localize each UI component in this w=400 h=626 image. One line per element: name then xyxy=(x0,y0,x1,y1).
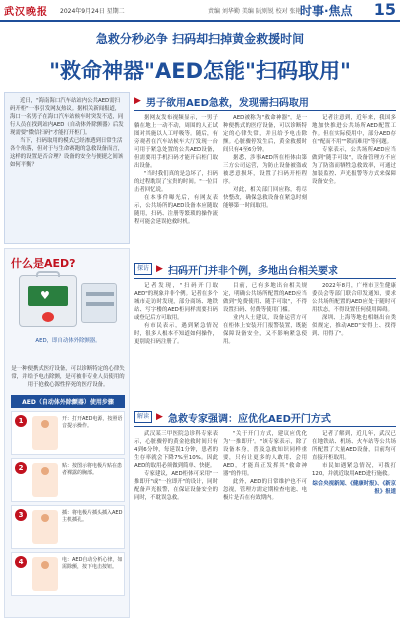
step-text: 贴：按图示将电极片贴在患者裸露的胸部。 xyxy=(62,463,123,476)
usage-steps-title: AED（自动体外除颤器）使用步骤 xyxy=(11,395,125,408)
step-text: 插：将电极片插头插入AED主机插孔。 xyxy=(62,510,123,523)
section-1-column-3 xyxy=(312,114,396,252)
person-icon xyxy=(32,463,58,497)
section-1-column-2 xyxy=(223,114,307,252)
headline-kicker: 急救分秒必争 扫码却扫掉黄金救援时间 xyxy=(95,32,305,46)
infographic-description: 是一种便携式医疗设备，可以诊断特定的心律失常，并给予电击除颤，是可被非专业人员使用的用于抢救心源性猝死的医疗设备。 xyxy=(11,366,125,388)
arrow-icon: ▶ xyxy=(156,264,163,274)
masthead xyxy=(0,0,400,22)
divider xyxy=(134,110,396,111)
person-icon xyxy=(32,557,58,591)
section-2-title: 扫码开门并非个例，多地出台相关要求 xyxy=(168,266,338,277)
issue-date: 2024年9月24日 星期二 xyxy=(60,8,125,15)
section-1-column-1 xyxy=(134,114,218,252)
section-3-tag: 解读 xyxy=(134,411,152,423)
aed-infographic xyxy=(4,248,130,618)
arrow-icon: ▶ xyxy=(156,412,163,422)
section-2-column-2 xyxy=(223,282,307,402)
body-paragraph: "当时我们真的是急坏了，扫码的过程耽误了宝贵的时间。"一位目击者回忆说。 xyxy=(134,171,218,193)
source-byline: 综合央视新闻、《健康时报》、《新京报》报道 xyxy=(312,481,396,495)
page-number: 15 xyxy=(373,0,396,19)
usage-step xyxy=(11,552,125,596)
usage-step xyxy=(11,411,125,455)
divider xyxy=(134,426,396,427)
arrow-icon: ▶ xyxy=(134,96,141,106)
paper-name: 武汉晚报 xyxy=(4,7,48,18)
section-2-header xyxy=(134,262,396,276)
body-paragraph: 专家表示，公共场所AED应当做到"随手可取"，设备管理方不应为了防盗而牺牲急救效率，可通过加装监控、声光报警等方式来保障设备安全。 xyxy=(312,147,396,185)
divider xyxy=(134,278,396,279)
intro-paragraph: 当下，扫码取用的模式已经渗透到日常生活各个角落，但对于与生命赛跑的急救设备而言，这样的设置是否合理？设备的安全与便捷之间该如何平衡？ xyxy=(10,138,124,168)
step-text: 开：打开AED电源，按照语音提示操作。 xyxy=(62,416,123,429)
shock-button-illustration xyxy=(42,312,54,322)
section-name: 时事·焦点 xyxy=(300,4,353,18)
section-3-column-2 xyxy=(223,430,307,620)
usage-steps xyxy=(11,411,125,599)
heart-icon: ♥ xyxy=(40,289,50,302)
infographic-caption: AED，即自动体外除颤器。 xyxy=(35,338,101,344)
body-paragraph: 记者了解到，近几年，武汉已在地铁站、机场、火车站等公共场所配置了大量AED设备，目前均可直接开柜取用。 xyxy=(312,431,396,461)
aed-device-illustration xyxy=(19,275,77,327)
pad-stripe xyxy=(86,302,114,306)
step-number: 3 xyxy=(15,509,27,521)
usage-step xyxy=(11,458,125,502)
body-paragraph: 市民如遇紧急情况，可拨打120，并就近取用AED进行施救。 xyxy=(312,463,396,477)
section-2-column-1 xyxy=(134,282,218,402)
electrode-pads-illustration xyxy=(81,283,117,323)
section-1-title: 男子欲用AED急救，发现需扫码取用 xyxy=(146,98,309,109)
body-paragraph: 2022年8月，广州市卫生健康委员会等部门联合印发通知，要求公共场所配置的AED应处于随时可用状态，不得设置任何使用障碍。 xyxy=(312,283,396,313)
body-paragraph: 此外，AED的日常维护也不可忽视，管理方需定期检查电池、电极片是否在有效期内。 xyxy=(223,479,307,501)
body-paragraph: 深圳、上海等地也相继出台类似规定，推动AED"安得上、找得到、用得了"。 xyxy=(312,315,396,337)
section-3-header xyxy=(134,410,396,424)
step-number: 4 xyxy=(15,556,27,568)
body-paragraph: 专家建议，AED柜体可采用"一推即开"或"一拉即开"的设计，同时配备声光报警，在保证设备安全的同时，不耽误急救。 xyxy=(134,471,218,501)
intro-box xyxy=(4,92,130,244)
aed-handle xyxy=(36,271,60,277)
section-2-tag: 探访 xyxy=(134,263,152,275)
section-1-header xyxy=(134,94,396,108)
usage-step xyxy=(11,505,125,549)
editor-credits: 责编 刘华勤 美编 阮则锐 校对 张艳 xyxy=(208,8,302,15)
body-paragraph: 据悉，涉事AED所在柜体由第三方公司运营，为防止设备被盗或被恶意损坏，设置了扫码开柜程序。 xyxy=(223,155,307,185)
body-paragraph: 有市民表示，遇到紧急情况时，很多人根本不知道如何操作，更别说扫码注册了。 xyxy=(134,323,218,345)
body-paragraph: 目前，已有多地出台相关规定，明确公共场所配置的AED应当做到"免费使用、随手可取"，不得设置扫码、付费等使用门槛。 xyxy=(223,283,307,313)
body-paragraph: 据网友发布视频显示，一男子躺在地上一动不动，周围的人正试图对其施以人工呼吸等。随后，有旁观者在汽车站候车大厅发现一台可用于紧急处置的公共AED设备，但需要用手机扫码才能开启柜门取出设备。 xyxy=(134,115,218,169)
step-number: 2 xyxy=(15,462,27,474)
section-2-column-3 xyxy=(312,282,396,402)
section-3-column-3 xyxy=(312,430,396,620)
body-paragraph: AED被称为"救命神器"，是一种便携式的医疗设备，可以诊断特定的心律失常，并且给予电击除颤。心脏骤停发生后，黄金救援时间只有4至6分钟。 xyxy=(223,115,307,153)
body-paragraph: 业内人士建议，设备运营方可在柜体上安装开门报警装置，既能保障设备安全，又不影响紧急使用。 xyxy=(223,315,307,345)
body-paragraph: 记者注意到，近年来，我国多地加快推进公共场所AED配置工作。但在实际使用中，部分AED存在"配而不用""锁而难用"等问题。 xyxy=(312,115,396,145)
main-headline: "救命神器"AED怎能"扫码取用" xyxy=(49,59,351,83)
intro-paragraph: 近日，"海南海口汽车站站内公共AED需扫码开柜"一事引发网友热议。据相关新闻报道，海口一名男子在海口汽车站候车时突发不适，同行人员在找到站内AED（自动体外除颤器）后发现需要"微信扫码"才能打开柜门。 xyxy=(10,98,124,136)
section-3-title: 急救专家强调：应优化AED开门方式 xyxy=(168,414,331,425)
body-paragraph: 在本事件曝光后，有网友表示，公共场所的AED设备本应随取随用，扫码、注册等繁琐的操作流程可能会延误抢救时机。 xyxy=(134,195,218,225)
step-text: 电：AED自动分析心律，如需除颤，按下电击按钮。 xyxy=(62,557,123,570)
step-number: 1 xyxy=(15,415,27,427)
person-icon xyxy=(32,510,58,544)
section-3-column-1 xyxy=(134,430,218,620)
person-icon xyxy=(32,416,58,450)
body-paragraph: 记者发现，"扫码开门取AED"的现象并非个例。记者在多个城市走访时发现，部分商场、地铁站、写字楼的AED柜同样需要扫码或登记后方可取用。 xyxy=(134,283,218,321)
infographic-title: 什么是AED? xyxy=(11,257,76,270)
body-paragraph: 武汉某三甲医院急诊科专家表示，心脏骤停的黄金抢救时间只有4到6分钟，每延误1分钟，患者的生存率就会下降7%至10%。因此AED的取用必须做到简单、快捷。 xyxy=(134,431,218,469)
body-paragraph: 对此，相关部门回应称，将尽快整改，确保急救设备在紧急时刻能够第一时间取用。 xyxy=(223,187,307,209)
body-paragraph: "关于开门方式，建议应优化为'一推即开'。"该专家表示，除了设备本身，普及急救知识同样重要，只有让更多的人敢用、会用AED，才能真正发挥其"救命神器"的作用。 xyxy=(223,431,307,477)
pad-stripe xyxy=(86,292,114,296)
